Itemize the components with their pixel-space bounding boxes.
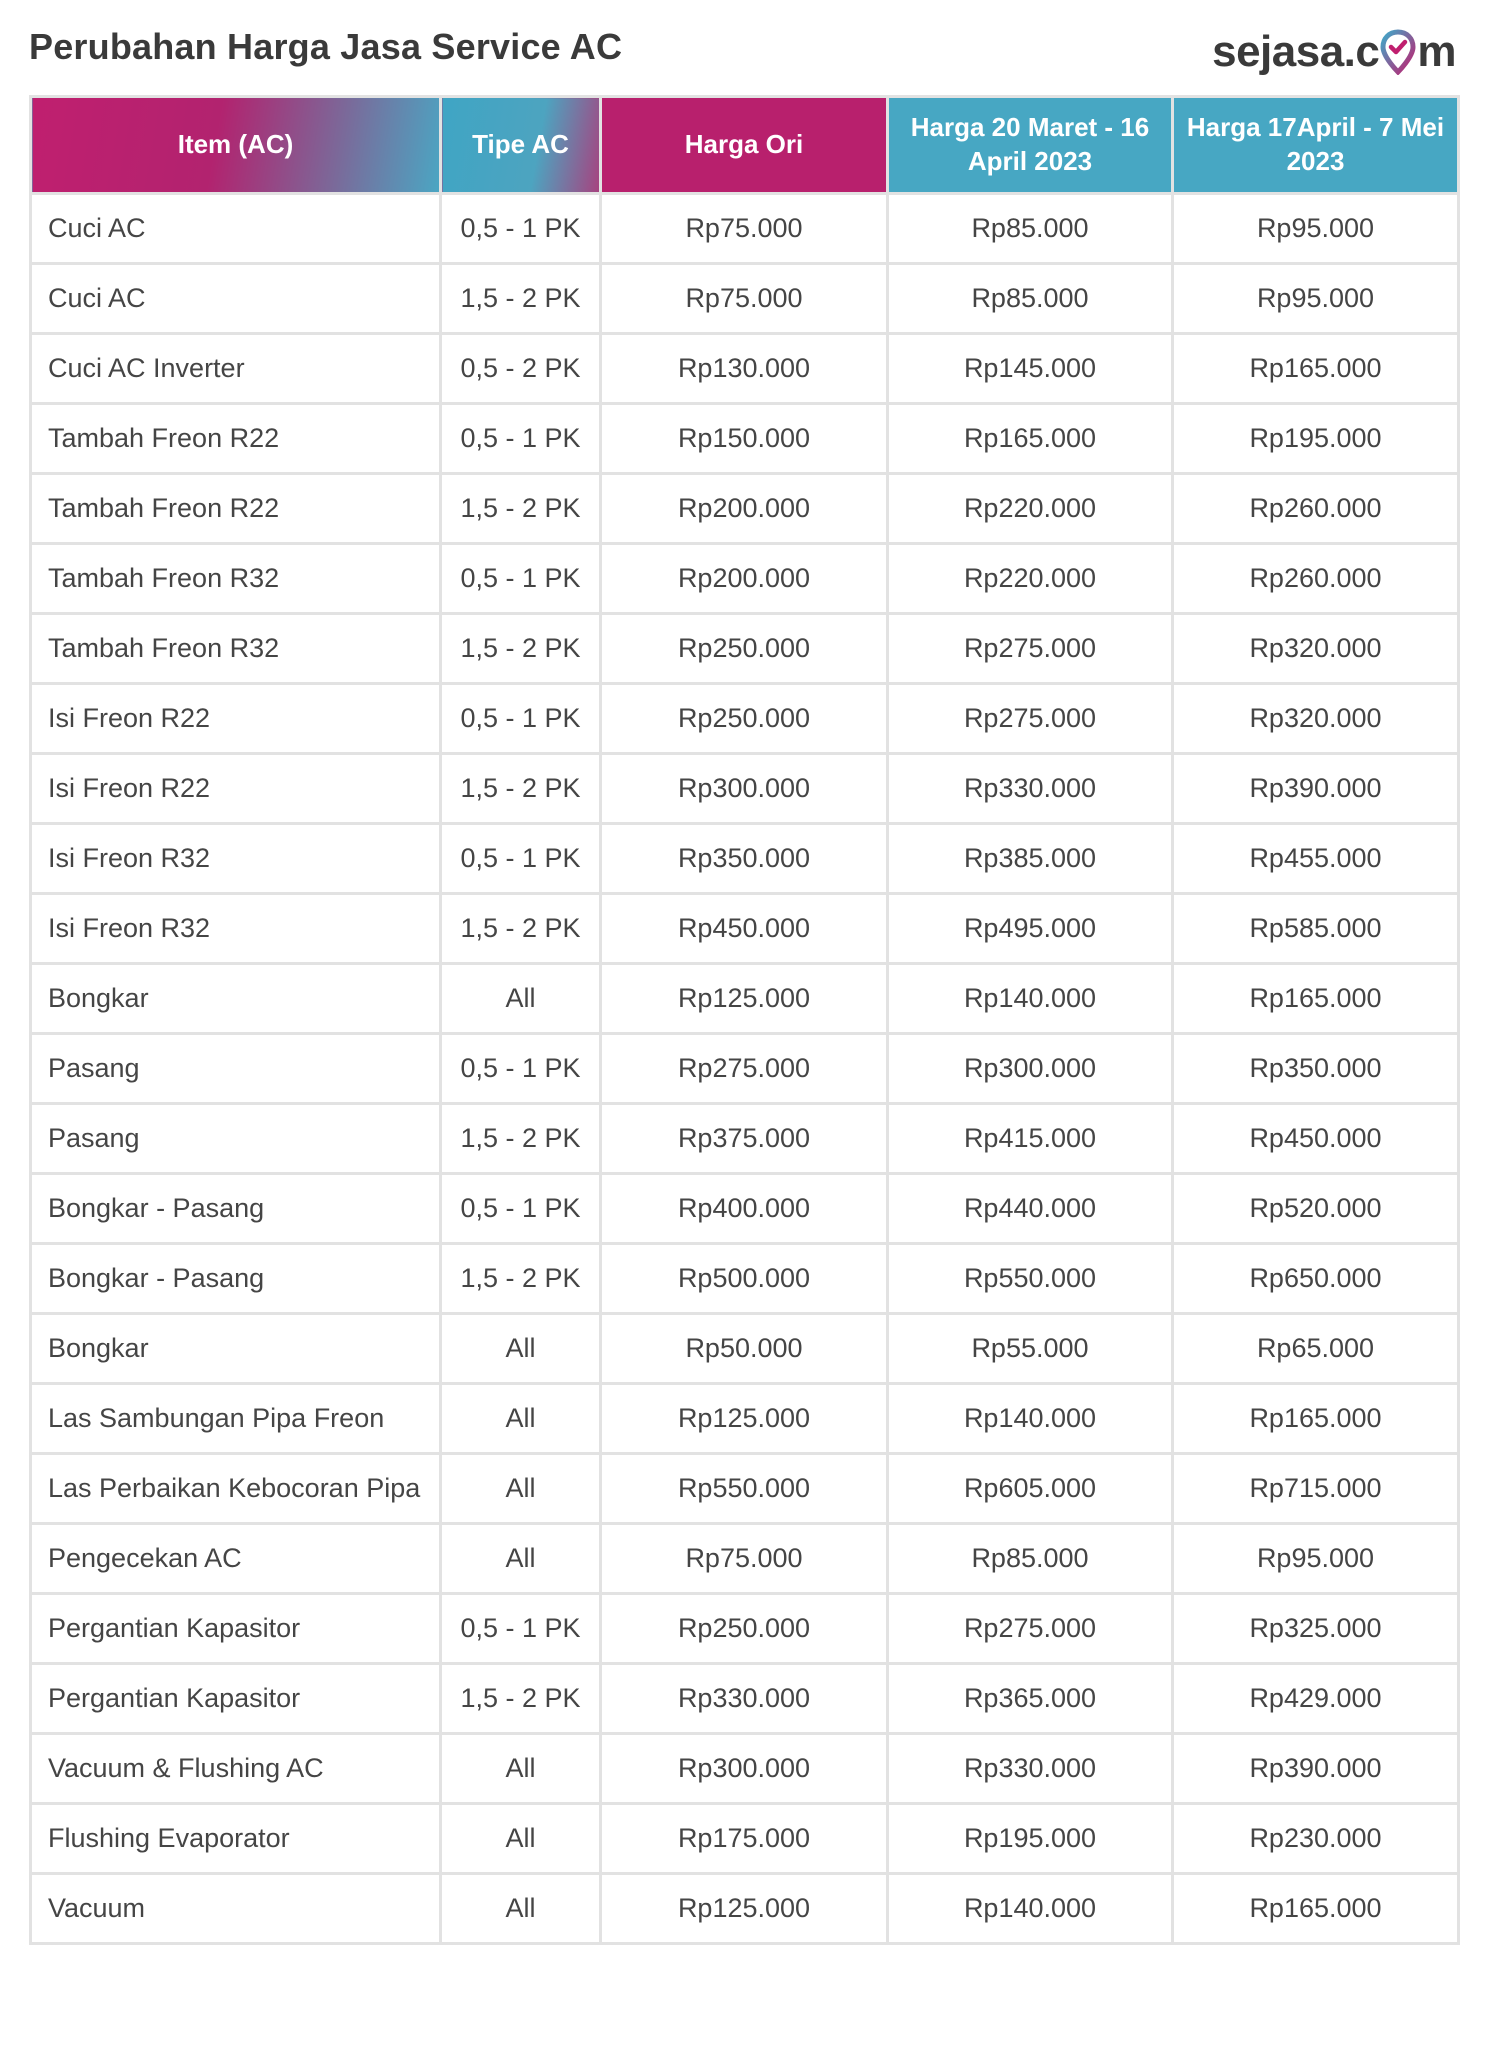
cell-item: Las Perbaikan Kebocoran Pipa bbox=[31, 1454, 441, 1524]
cell-tipe: 1,5 - 2 PK bbox=[441, 1664, 601, 1734]
cell-tipe: 0,5 - 1 PK bbox=[441, 1594, 601, 1664]
cell-harga-maret: Rp55.000 bbox=[888, 1314, 1173, 1384]
table-row bbox=[31, 894, 1459, 964]
cell-harga-maret: Rp440.000 bbox=[888, 1174, 1173, 1244]
table-row bbox=[31, 544, 1459, 614]
cell-tipe: All bbox=[441, 1384, 601, 1454]
cell-harga-maret: Rp300.000 bbox=[888, 1034, 1173, 1104]
cell-harga-april: Rp350.000 bbox=[1173, 1034, 1459, 1104]
cell-harga-april: Rp195.000 bbox=[1173, 404, 1459, 474]
cell-harga-maret: Rp550.000 bbox=[888, 1244, 1173, 1314]
cell-tipe: All bbox=[441, 1454, 601, 1524]
cell-harga-maret: Rp415.000 bbox=[888, 1104, 1173, 1174]
cell-harga-maret: Rp195.000 bbox=[888, 1804, 1173, 1874]
cell-harga-maret: Rp275.000 bbox=[888, 684, 1173, 754]
cell-harga-ori: Rp450.000 bbox=[601, 894, 888, 964]
cell-harga-maret: Rp140.000 bbox=[888, 1874, 1173, 1944]
cell-harga-april: Rp95.000 bbox=[1173, 1524, 1459, 1594]
table-row bbox=[31, 1804, 1459, 1874]
table-row bbox=[31, 1174, 1459, 1244]
cell-harga-maret: Rp85.000 bbox=[888, 1524, 1173, 1594]
cell-harga-april: Rp325.000 bbox=[1173, 1594, 1459, 1664]
cell-harga-maret: Rp605.000 bbox=[888, 1454, 1173, 1524]
cell-harga-ori: Rp75.000 bbox=[601, 1524, 888, 1594]
cell-item: Bongkar bbox=[31, 964, 441, 1034]
cell-tipe: All bbox=[441, 1524, 601, 1594]
cell-tipe: All bbox=[441, 1734, 601, 1804]
cell-harga-ori: Rp130.000 bbox=[601, 334, 888, 404]
cell-harga-april: Rp429.000 bbox=[1173, 1664, 1459, 1734]
table-body bbox=[31, 194, 1459, 1944]
cell-harga-april: Rp585.000 bbox=[1173, 894, 1459, 964]
cell-harga-ori: Rp125.000 bbox=[601, 1384, 888, 1454]
cell-item: Flushing Evaporator bbox=[31, 1804, 441, 1874]
cell-item: Vacuum bbox=[31, 1874, 441, 1944]
cell-harga-ori: Rp330.000 bbox=[601, 1664, 888, 1734]
table-row bbox=[31, 614, 1459, 684]
cell-harga-maret: Rp365.000 bbox=[888, 1664, 1173, 1734]
cell-item: Isi Freon R32 bbox=[31, 824, 441, 894]
cell-harga-maret: Rp85.000 bbox=[888, 264, 1173, 334]
table-row bbox=[31, 824, 1459, 894]
table-row bbox=[31, 1664, 1459, 1734]
cell-item: Isi Freon R32 bbox=[31, 894, 441, 964]
cell-harga-maret: Rp385.000 bbox=[888, 824, 1173, 894]
cell-tipe: All bbox=[441, 1804, 601, 1874]
cell-harga-maret: Rp220.000 bbox=[888, 474, 1173, 544]
cell-item: Cuci AC bbox=[31, 264, 441, 334]
cell-tipe: 0,5 - 1 PK bbox=[441, 1174, 601, 1244]
cell-harga-ori: Rp300.000 bbox=[601, 754, 888, 824]
table-row bbox=[31, 1244, 1459, 1314]
location-pin-check-icon bbox=[1380, 29, 1416, 75]
cell-harga-ori: Rp175.000 bbox=[601, 1804, 888, 1874]
table-row bbox=[31, 474, 1459, 544]
cell-harga-april: Rp260.000 bbox=[1173, 544, 1459, 614]
header-harga-maret: Harga 20 Maret - 16 April 2023 bbox=[888, 97, 1173, 194]
cell-harga-ori: Rp300.000 bbox=[601, 1734, 888, 1804]
cell-harga-april: Rp650.000 bbox=[1173, 1244, 1459, 1314]
cell-item: Bongkar - Pasang bbox=[31, 1174, 441, 1244]
table-row bbox=[31, 264, 1459, 334]
cell-harga-ori: Rp375.000 bbox=[601, 1104, 888, 1174]
cell-harga-ori: Rp150.000 bbox=[601, 404, 888, 474]
cell-item: Bongkar bbox=[31, 1314, 441, 1384]
price-table-container bbox=[29, 95, 1457, 1945]
cell-harga-april: Rp520.000 bbox=[1173, 1174, 1459, 1244]
cell-harga-maret: Rp220.000 bbox=[888, 544, 1173, 614]
cell-harga-april: Rp320.000 bbox=[1173, 614, 1459, 684]
header-harga-april: Harga 17April - 7 Mei 2023 bbox=[1173, 97, 1459, 194]
cell-tipe: 1,5 - 2 PK bbox=[441, 894, 601, 964]
cell-harga-ori: Rp200.000 bbox=[601, 544, 888, 614]
cell-harga-april: Rp65.000 bbox=[1173, 1314, 1459, 1384]
cell-tipe: All bbox=[441, 964, 601, 1034]
cell-harga-april: Rp95.000 bbox=[1173, 194, 1459, 264]
cell-item: Tambah Freon R32 bbox=[31, 614, 441, 684]
header-tipe: Tipe AC bbox=[441, 97, 601, 194]
cell-harga-ori: Rp50.000 bbox=[601, 1314, 888, 1384]
table-row bbox=[31, 1734, 1459, 1804]
table-row bbox=[31, 1384, 1459, 1454]
table-header-row bbox=[31, 97, 1459, 194]
cell-harga-ori: Rp500.000 bbox=[601, 1244, 888, 1314]
cell-harga-april: Rp95.000 bbox=[1173, 264, 1459, 334]
table-row bbox=[31, 1594, 1459, 1664]
cell-harga-ori: Rp250.000 bbox=[601, 1594, 888, 1664]
cell-harga-ori: Rp250.000 bbox=[601, 614, 888, 684]
brand-logo bbox=[1212, 22, 1456, 82]
table-row bbox=[31, 964, 1459, 1034]
cell-harga-april: Rp165.000 bbox=[1173, 334, 1459, 404]
cell-harga-maret: Rp145.000 bbox=[888, 334, 1173, 404]
cell-harga-ori: Rp275.000 bbox=[601, 1034, 888, 1104]
table-row bbox=[31, 334, 1459, 404]
cell-harga-april: Rp230.000 bbox=[1173, 1804, 1459, 1874]
cell-harga-ori: Rp250.000 bbox=[601, 684, 888, 754]
header-item: Item (AC) bbox=[31, 97, 441, 194]
cell-harga-maret: Rp165.000 bbox=[888, 404, 1173, 474]
cell-tipe: 0,5 - 1 PK bbox=[441, 1034, 601, 1104]
table-row bbox=[31, 1454, 1459, 1524]
cell-item: Pengecekan AC bbox=[31, 1524, 441, 1594]
table-row bbox=[31, 1874, 1459, 1944]
cell-tipe: 0,5 - 1 PK bbox=[441, 404, 601, 474]
cell-tipe: 1,5 - 2 PK bbox=[441, 474, 601, 544]
cell-harga-april: Rp260.000 bbox=[1173, 474, 1459, 544]
cell-harga-ori: Rp200.000 bbox=[601, 474, 888, 544]
table-row bbox=[31, 1314, 1459, 1384]
cell-harga-maret: Rp275.000 bbox=[888, 614, 1173, 684]
table-row bbox=[31, 194, 1459, 264]
cell-harga-april: Rp450.000 bbox=[1173, 1104, 1459, 1174]
table-row bbox=[31, 1524, 1459, 1594]
cell-item: Tambah Freon R22 bbox=[31, 404, 441, 474]
table-row bbox=[31, 1034, 1459, 1104]
cell-item: Tambah Freon R32 bbox=[31, 544, 441, 614]
cell-harga-april: Rp390.000 bbox=[1173, 754, 1459, 824]
cell-item: Isi Freon R22 bbox=[31, 684, 441, 754]
cell-item: Cuci AC bbox=[31, 194, 441, 264]
cell-harga-ori: Rp125.000 bbox=[601, 1874, 888, 1944]
cell-tipe: 0,5 - 1 PK bbox=[441, 544, 601, 614]
cell-harga-ori: Rp350.000 bbox=[601, 824, 888, 894]
cell-harga-maret: Rp330.000 bbox=[888, 1734, 1173, 1804]
table-row bbox=[31, 754, 1459, 824]
cell-tipe: 1,5 - 2 PK bbox=[441, 754, 601, 824]
page-title: Perubahan Harga Jasa Service AC bbox=[29, 26, 623, 67]
cell-harga-maret: Rp140.000 bbox=[888, 964, 1173, 1034]
cell-item: Vacuum & Flushing AC bbox=[31, 1734, 441, 1804]
cell-harga-april: Rp165.000 bbox=[1173, 1384, 1459, 1454]
table-row bbox=[31, 684, 1459, 754]
table-row bbox=[31, 404, 1459, 474]
cell-harga-maret: Rp495.000 bbox=[888, 894, 1173, 964]
cell-tipe: 0,5 - 1 PK bbox=[441, 684, 601, 754]
cell-tipe: 0,5 - 1 PK bbox=[441, 194, 601, 264]
cell-item: Bongkar - Pasang bbox=[31, 1244, 441, 1314]
cell-harga-april: Rp455.000 bbox=[1173, 824, 1459, 894]
cell-item: Cuci AC Inverter bbox=[31, 334, 441, 404]
cell-tipe: 1,5 - 2 PK bbox=[441, 1244, 601, 1314]
cell-item: Pergantian Kapasitor bbox=[31, 1594, 441, 1664]
cell-harga-ori: Rp75.000 bbox=[601, 194, 888, 264]
cell-tipe: 0,5 - 1 PK bbox=[441, 824, 601, 894]
cell-tipe: All bbox=[441, 1314, 601, 1384]
cell-harga-april: Rp320.000 bbox=[1173, 684, 1459, 754]
cell-harga-april: Rp715.000 bbox=[1173, 1454, 1459, 1524]
cell-harga-ori: Rp75.000 bbox=[601, 264, 888, 334]
cell-harga-april: Rp390.000 bbox=[1173, 1734, 1459, 1804]
cell-item: Isi Freon R22 bbox=[31, 754, 441, 824]
header-harga-ori: Harga Ori bbox=[601, 97, 888, 194]
cell-harga-ori: Rp400.000 bbox=[601, 1174, 888, 1244]
cell-tipe: 1,5 - 2 PK bbox=[441, 1104, 601, 1174]
cell-tipe: 1,5 - 2 PK bbox=[441, 264, 601, 334]
cell-item: Pasang bbox=[31, 1104, 441, 1174]
cell-harga-maret: Rp330.000 bbox=[888, 754, 1173, 824]
cell-item: Pergantian Kapasitor bbox=[31, 1664, 441, 1734]
cell-tipe: 0,5 - 2 PK bbox=[441, 334, 601, 404]
table-row bbox=[31, 1104, 1459, 1174]
cell-harga-april: Rp165.000 bbox=[1173, 964, 1459, 1034]
cell-harga-maret: Rp140.000 bbox=[888, 1384, 1173, 1454]
brand-text-start: sejasa.c bbox=[1212, 27, 1380, 76]
cell-tipe: All bbox=[441, 1874, 601, 1944]
cell-item: Pasang bbox=[31, 1034, 441, 1104]
cell-harga-maret: Rp275.000 bbox=[888, 1594, 1173, 1664]
cell-harga-maret: Rp85.000 bbox=[888, 194, 1173, 264]
cell-harga-ori: Rp125.000 bbox=[601, 964, 888, 1034]
brand-text-end: m bbox=[1417, 27, 1456, 76]
cell-item: Las Sambungan Pipa Freon bbox=[31, 1384, 441, 1454]
cell-tipe: 1,5 - 2 PK bbox=[441, 614, 601, 684]
price-table bbox=[29, 95, 1460, 1945]
cell-item: Tambah Freon R22 bbox=[31, 474, 441, 544]
cell-harga-april: Rp165.000 bbox=[1173, 1874, 1459, 1944]
cell-harga-ori: Rp550.000 bbox=[601, 1454, 888, 1524]
